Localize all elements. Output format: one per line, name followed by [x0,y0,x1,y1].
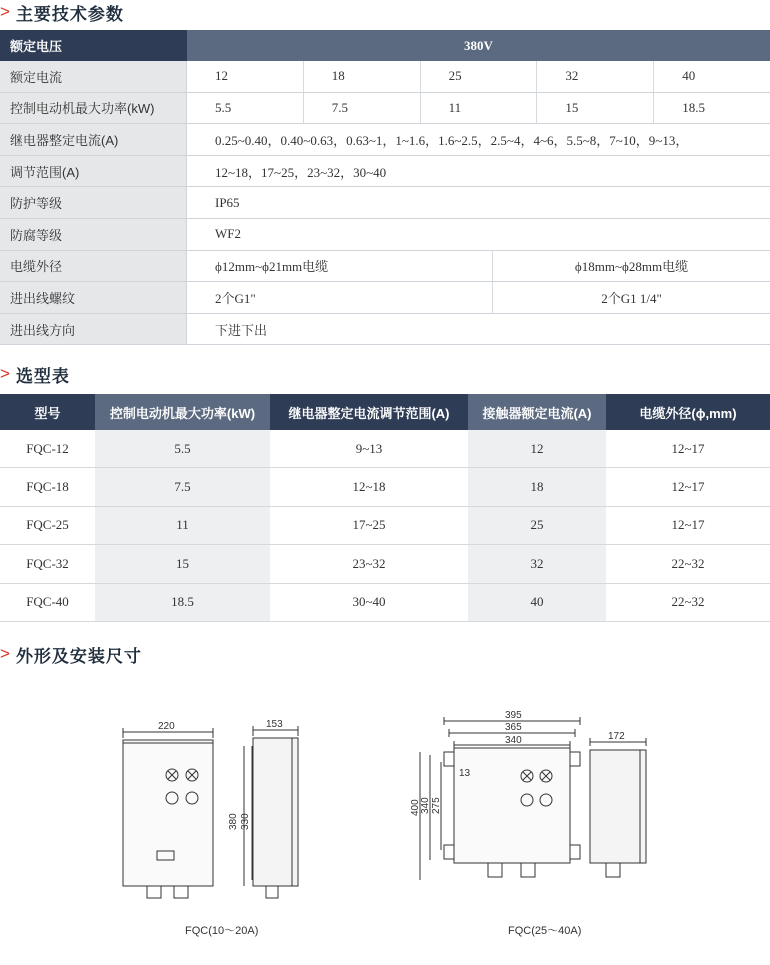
small-drawing-caption: FQC(10～20A) [185,925,259,937]
chevron-right-icon: > [0,2,11,21]
selection-section-title: > 选型表 [0,364,70,386]
large-hole-label: 13 [459,768,471,779]
table-row: FQC-32 15 23~32 32 22~32 [0,545,770,583]
large-height-label: 400 [410,799,421,816]
spec-header-row [0,30,770,61]
spec-row-thread: 进出线螺纹 2个G1" 2个G1 1/4" [0,282,770,314]
large-width2-label: 365 [505,722,522,733]
large-width-label: 395 [505,710,522,721]
spec-row-corrosion: 防腐等级 WF2 [0,219,770,251]
selection-table [0,394,770,622]
spec-row-power: 控制电动机最大功率(kW) 5.5 7.5 11 15 18.5 [0,93,770,125]
small-box-front [123,728,213,898]
spec-row-protection: 防护等级 IP65 [0,187,770,219]
large-drawing-caption: FQC(25～40A) [508,925,582,937]
large-depth-label: 172 [608,731,625,742]
large-height3-label: 275 [431,797,442,814]
table-row: FQC-40 18.5 30~40 40 22~32 [0,584,770,622]
dimension-drawings [0,690,770,965]
selection-header: 型号 控制电动机最大功率(kW) 继电器整定电流调节范围(A) 接触器额定电流(A) 电缆外径(ϕ,mm) [0,394,770,430]
spec-row-direction: 进出线方向 下进下出 [0,314,770,346]
spec-table [0,30,770,345]
chevron-right-icon: > [0,364,11,383]
small-box-side [244,726,298,898]
small-inner-height-label: 330 [240,813,251,830]
dimensions-section-title: > 外形及安装尺寸 [0,644,142,666]
chevron-right-icon: > [0,644,11,663]
large-width3-label: 340 [505,735,522,746]
rated-voltage-label: 额定电压 [0,30,187,61]
small-height-label: 380 [228,813,239,830]
large-box-front [420,717,580,880]
spec-row-current: 额定电流 12 18 25 32 40 [0,61,770,93]
spec-row-relay: 继电器整定电流(A) 0.25~0.40，0.40~0.63，0.63~1，1~1.6，1.6~2.5，2.5~4，4~6，5.5~8，7~10，9~13， [0,124,770,156]
table-row: FQC-18 7.5 12~18 18 12~17 [0,468,770,506]
large-box-side [590,738,646,877]
specs-section-title: > 主要技术参数 [0,2,124,24]
large-height2-label: 340 [420,797,431,814]
spec-row-range: 调节范围(A) 12~18，17~25，23~32，30~40 [0,156,770,188]
small-depth-label: 153 [266,719,283,730]
small-width-label: 220 [158,721,175,732]
table-row: FQC-25 11 17~25 25 12~17 [0,507,770,545]
table-row: FQC-12 5.5 9~13 12 12~17 [0,430,770,468]
rated-voltage-value: 380V [187,30,770,61]
spec-row-cable: 电缆外径 ϕ12mm~ϕ21mm电缆 ϕ18mm~ϕ28mm电缆 [0,251,770,283]
